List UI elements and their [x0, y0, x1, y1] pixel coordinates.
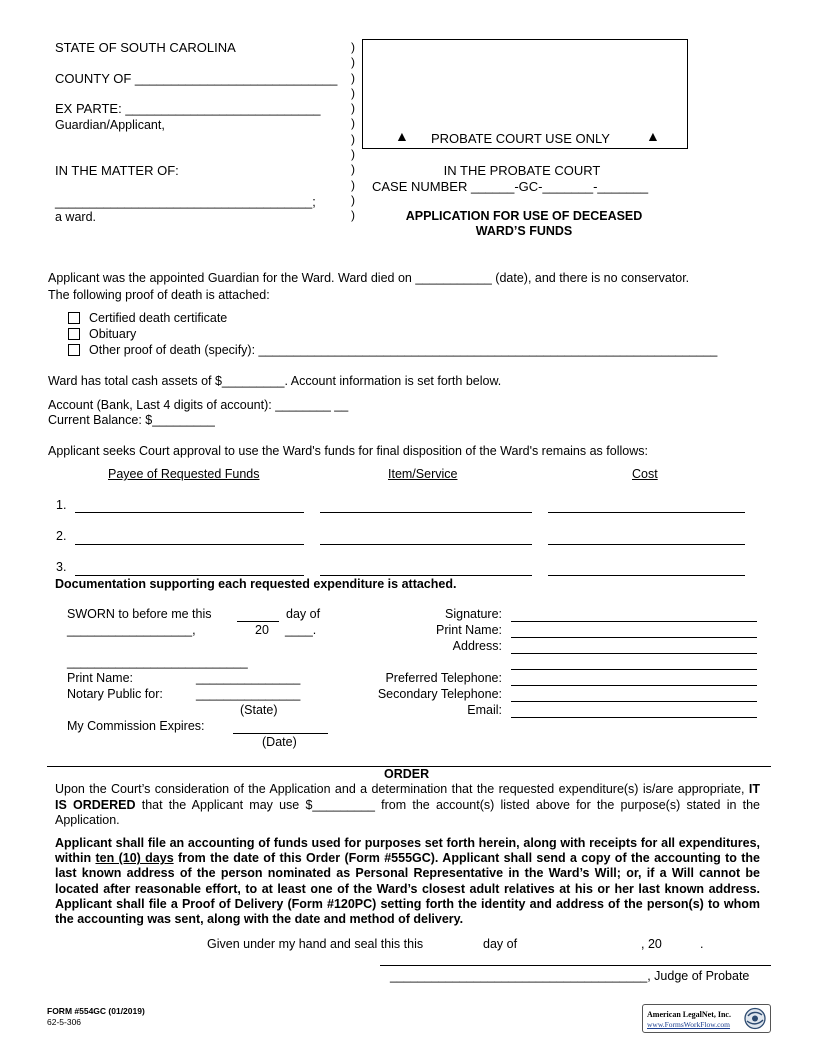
sworn-year-field[interactable]: ____.: [285, 623, 317, 637]
date-sublabel: (Date): [262, 735, 297, 749]
row3-cost-field[interactable]: [548, 575, 745, 576]
given-day-of: day of: [483, 937, 518, 951]
col-item-header: Item/Service: [388, 467, 458, 481]
notary-state-field[interactable]: _______________: [196, 687, 301, 701]
notary-print-name-field[interactable]: _______________: [196, 671, 301, 685]
notary-print-name-label: Print Name:: [67, 671, 133, 685]
email-field[interactable]: [511, 717, 757, 718]
row3-payee-field[interactable]: [75, 575, 304, 576]
address-field-2[interactable]: [511, 669, 757, 670]
address-label: Address:: [452, 639, 502, 653]
row-number: 1.: [56, 498, 67, 512]
it-is-ordered: IT IS ORDERED: [55, 782, 760, 812]
row-number: 3.: [56, 560, 67, 574]
notary-public-for-label: Notary Public for:: [67, 687, 163, 701]
in-the-matter-label: IN THE MATTER OF:: [55, 163, 179, 178]
caption-parens: ) ) ) ) ) ) ) ) ) ) ) ): [351, 40, 355, 223]
col-payee-header: Payee of Requested Funds: [108, 467, 260, 481]
commission-expires-label: My Commission Expires:: [67, 719, 205, 733]
row1-item-field[interactable]: [320, 512, 532, 513]
given-year: , 20: [641, 937, 662, 951]
account-line[interactable]: Account (Bank, Last 4 digits of account): ________ __: [48, 398, 349, 412]
logo-url: www.FormsWorkFlow.com: [647, 1020, 731, 1029]
judge-divider: [380, 965, 771, 966]
col-cost-header: Cost: [632, 467, 658, 481]
a-ward-label: a ward.: [55, 210, 96, 224]
signature-field[interactable]: [511, 621, 757, 622]
judge-signature-field[interactable]: _____________________________________, Judge of Probate: [390, 969, 750, 983]
given-under-hand: Given under my hand and seal this this: [207, 937, 424, 951]
county-field[interactable]: COUNTY OF ____________________________: [55, 71, 338, 86]
triangle-right-icon: ▲: [646, 128, 660, 144]
signature-label: Signature:: [445, 607, 502, 621]
court-use-label: PROBATE COURT USE ONLY: [431, 131, 610, 146]
notary-signature-field[interactable]: __________________________: [67, 655, 248, 669]
secondary-telephone-field[interactable]: [511, 701, 757, 702]
cash-assets-line[interactable]: Ward has total cash assets of $_________. Account information is set forth below.: [48, 374, 502, 388]
checkbox-obituary[interactable]: [68, 328, 80, 340]
form-title-line1: APPLICATION FOR USE OF DECEASED: [405, 209, 643, 223]
statute-code: 62-5-306: [47, 1017, 82, 1027]
state-sublabel: (State): [240, 703, 278, 717]
intro-line2: The following proof of death is attached:: [48, 288, 270, 302]
row2-item-field[interactable]: [320, 544, 532, 545]
option-other-proof[interactable]: Other proof of death (specify): __________________________________________________________________: [89, 343, 718, 357]
day-of-label: day of: [286, 607, 321, 621]
year-label: 20: [255, 623, 269, 637]
logo-company: American LegalNet, Inc.: [647, 1010, 731, 1019]
order-paragraph-2: Applicant shall file an accounting of funds used for purposes set forth herein, along with receipts for all expenditures, within ten (10) days from the date of this Order (Form #555GC). Applicant shall send a copy of the accounting to the last known address of the person nominated as Personal Representative in the Ward’s Will; or, if a Will cannot be located after reasonable effort, to at least one of the Ward’s closest adult relatives at his or her last known address. Applicant shall file a Proof of Delivery (Form #120PC) setting forth the identity and address of the person(s) to whom the accounting was sent, along with the date and method of delivery.: [55, 836, 760, 927]
row2-payee-field[interactable]: [75, 544, 304, 545]
row-number: 2.: [56, 529, 67, 543]
intro-line1: Applicant was the appointed Guardian for the Ward. Ward died on ___________ (date), and there is no conservator.: [48, 271, 690, 285]
print-name-label: Print Name:: [436, 623, 502, 637]
in-probate-court-label: IN THE PROBATE COURT: [443, 163, 601, 178]
case-number-field[interactable]: CASE NUMBER ______-GC-_______-_______: [372, 179, 649, 194]
order-paragraph-1: Upon the Court’s consideration of the Application and a determination that the requested expenditure(s) is/are appropriate, IT IS ORDERED that the Applicant may use $_________ from the account(s) listed above for the purpose(s) stated in the Application.: [55, 782, 761, 827]
seeks-approval-line: Applicant seeks Court approval to use the Ward's funds for final disposition of the Ward's remains as follows:: [48, 444, 648, 458]
email-label: Email:: [467, 703, 502, 717]
row1-payee-field[interactable]: [75, 512, 304, 513]
ward-name-field[interactable]: _____________________________________;: [55, 195, 316, 209]
commission-date-field[interactable]: [233, 733, 328, 734]
sworn-day-field[interactable]: [237, 621, 279, 622]
row1-cost-field[interactable]: [548, 512, 745, 513]
form-number: FORM #554GC (01/2019): [47, 1006, 145, 1016]
probate-court-use-box: [362, 39, 688, 149]
preferred-telephone-field[interactable]: [511, 685, 757, 686]
globe-icon: [743, 1007, 767, 1030]
order-heading: ORDER: [384, 767, 430, 781]
address-field-1[interactable]: [511, 653, 757, 654]
row2-cost-field[interactable]: [548, 544, 745, 545]
print-name-field[interactable]: [511, 637, 757, 638]
sworn-date-field[interactable]: __________________,: [67, 623, 196, 637]
row3-item-field[interactable]: [320, 575, 532, 576]
form-title-line2: WARD’S FUNDS: [475, 224, 573, 238]
secondary-telephone-label: Secondary Telephone:: [377, 687, 502, 701]
legalnet-logo: [642, 1004, 771, 1033]
ex-parte-field[interactable]: EX PARTE: ___________________________: [55, 101, 321, 116]
state-label: STATE OF SOUTH CAROLINA: [55, 40, 236, 55]
ten-days-deadline: ten (10) days: [95, 851, 174, 866]
triangle-left-icon: ▲: [395, 128, 409, 144]
balance-line[interactable]: Current Balance: $_________: [48, 413, 215, 427]
given-period: .: [700, 937, 704, 951]
guardian-applicant-label: Guardian/Applicant,: [55, 118, 165, 132]
sworn-label: SWORN to before me this: [67, 607, 212, 621]
checkbox-other-proof[interactable]: [68, 344, 80, 356]
preferred-telephone-label: Preferred Telephone:: [385, 671, 502, 685]
option-obituary: Obituary: [89, 327, 137, 341]
option-death-certificate: Certified death certificate: [89, 311, 228, 325]
documentation-note: Documentation supporting each requested expenditure is attached.: [55, 577, 457, 591]
checkbox-death-certificate[interactable]: [68, 312, 80, 324]
